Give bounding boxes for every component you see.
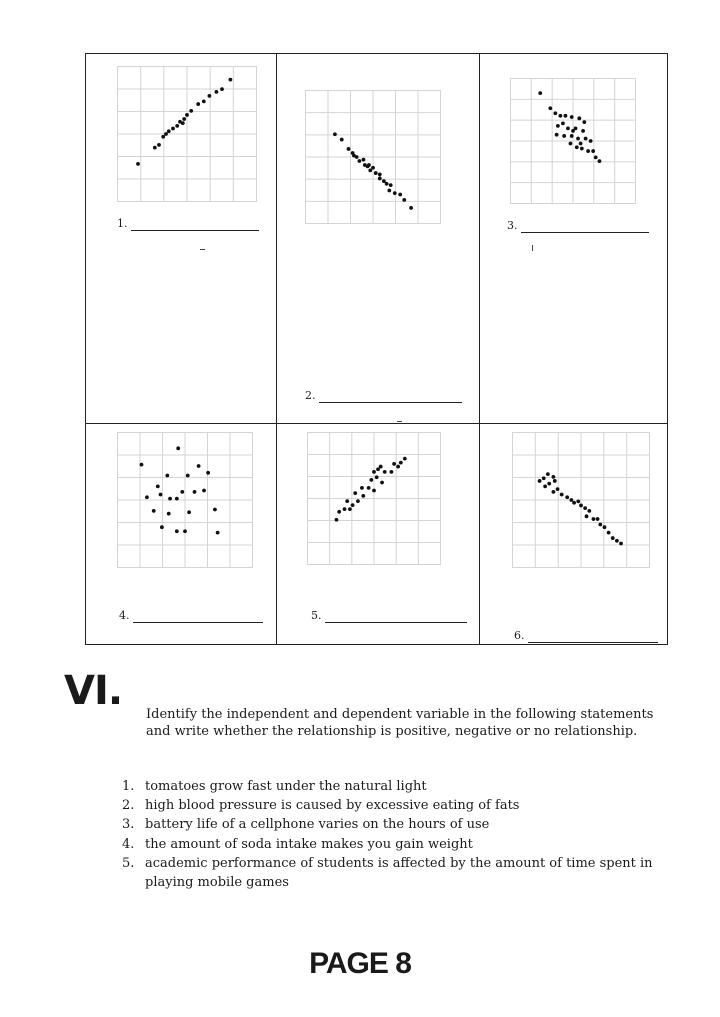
data-point: [387, 189, 391, 193]
data-point: [229, 78, 233, 82]
data-point: [583, 506, 587, 510]
data-point: [592, 517, 596, 521]
data-point: [348, 507, 352, 511]
data-point: [175, 124, 179, 128]
row-divider: [86, 423, 667, 424]
data-point: [335, 518, 339, 522]
data-point: [594, 155, 598, 159]
data-point: [580, 147, 584, 151]
data-point: [542, 476, 546, 480]
data-point: [375, 475, 379, 479]
data-point: [380, 481, 384, 485]
list-item: [122, 835, 682, 854]
data-point: [189, 109, 193, 113]
data-point: [180, 490, 184, 494]
column-divider: [479, 54, 480, 644]
question-text: tomatoes grow fast under the natural light: [145, 779, 427, 794]
data-point: [390, 470, 394, 474]
data-point: [403, 457, 407, 461]
section-heading: [64, 668, 122, 714]
answer-number-2: 2.: [305, 389, 316, 402]
data-point: [393, 191, 397, 195]
data-point: [378, 177, 382, 181]
data-point: [182, 117, 186, 121]
data-point: [581, 129, 585, 133]
answer-label-6: [514, 629, 658, 643]
answer-label-2: [305, 389, 462, 403]
data-point: [343, 507, 347, 511]
data-point: [402, 198, 406, 202]
data-point: [409, 206, 413, 210]
data-point: [564, 114, 568, 118]
data-point: [553, 479, 557, 483]
data-point: [197, 464, 201, 468]
data-point: [374, 171, 378, 175]
data-point: [553, 111, 557, 115]
question-text: high blood pressure is caused by excessive eating of fats: [145, 798, 520, 814]
data-point: [385, 182, 389, 186]
data-point: [165, 474, 169, 478]
scatter-plot-3: [510, 78, 636, 204]
scatter-plot-1: [117, 66, 257, 202]
data-point: [556, 124, 560, 128]
data-point: [164, 132, 168, 136]
data-point: [615, 539, 619, 543]
data-point: [367, 486, 371, 490]
data-point: [576, 499, 580, 503]
data-point: [337, 510, 341, 514]
data-point: [548, 106, 552, 110]
data-point: [596, 517, 600, 521]
data-point: [577, 116, 581, 120]
data-point: [598, 159, 602, 163]
question-number: 3.: [122, 817, 135, 833]
data-point: [543, 485, 547, 489]
data-point: [347, 147, 351, 151]
section-instructions: Identify the independent and dependent variable in the following statements and write whether the relationship is positive, negative or no relationship.: [146, 707, 654, 739]
list-item: [122, 796, 682, 815]
data-point: [356, 499, 360, 503]
data-point: [175, 529, 179, 533]
scatter-plot-6: [512, 432, 650, 568]
data-point: [175, 497, 179, 501]
data-point: [185, 113, 189, 117]
data-point: [366, 164, 370, 168]
data-point: [361, 494, 365, 498]
data-point: [167, 512, 171, 516]
data-point: [561, 121, 565, 125]
data-point: [167, 129, 171, 133]
data-point: [591, 149, 595, 153]
data-point: [145, 495, 149, 499]
data-point: [187, 510, 191, 514]
data-point: [569, 498, 573, 502]
data-point: [152, 509, 156, 513]
data-point: [168, 497, 172, 501]
data-point: [389, 183, 393, 187]
answer-blank-1[interactable]: [131, 217, 259, 231]
data-point: [183, 529, 187, 533]
data-point: [579, 504, 583, 508]
data-point: [215, 90, 219, 94]
data-point: [586, 149, 590, 153]
stray-mark: [532, 245, 533, 251]
data-point: [603, 525, 607, 529]
section-heading-dot: .: [107, 668, 123, 714]
answer-number-4: 4.: [119, 609, 130, 622]
data-point: [206, 471, 210, 475]
data-point: [202, 489, 206, 493]
question-list: [122, 777, 682, 892]
answer-number-1: 1.: [117, 217, 128, 230]
data-point: [368, 169, 372, 173]
data-point: [360, 486, 364, 490]
stray-mark: [200, 249, 205, 250]
data-point: [213, 508, 217, 512]
data-point: [372, 470, 376, 474]
data-point: [570, 115, 574, 119]
data-point: [598, 523, 602, 527]
stray-mark: [397, 421, 402, 422]
data-point: [538, 479, 542, 483]
data-point: [216, 531, 220, 535]
list-item: [122, 815, 682, 834]
data-point: [579, 142, 583, 146]
data-point: [352, 154, 356, 158]
data-point: [159, 493, 163, 497]
answer-blank-2[interactable]: [319, 389, 462, 403]
data-point: [362, 158, 366, 162]
data-point: [351, 503, 355, 507]
data-point: [340, 138, 344, 142]
scatter-plot-5: [307, 432, 441, 565]
data-point: [160, 525, 164, 529]
answer-blank-6[interactable]: [528, 629, 658, 643]
data-point: [157, 143, 161, 147]
scatter-plot-4: [117, 432, 253, 568]
data-point: [156, 485, 160, 489]
answer-number-3: 3.: [507, 219, 518, 232]
data-point: [566, 127, 570, 131]
data-point: [569, 142, 573, 146]
answer-blank-3[interactable]: [521, 219, 649, 233]
data-point: [559, 114, 563, 118]
answer-label-1: [117, 217, 259, 231]
data-point: [383, 470, 387, 474]
page-number: PAGE 8: [309, 947, 411, 980]
data-point: [161, 135, 165, 139]
data-point: [186, 474, 190, 478]
data-point: [585, 514, 589, 518]
answer-label-4: [119, 609, 263, 623]
data-point: [371, 166, 375, 170]
data-point: [552, 490, 556, 494]
data-point: [382, 179, 386, 183]
data-point: [570, 134, 574, 138]
data-point: [565, 495, 569, 499]
answer-label-3: [507, 219, 649, 233]
data-point: [176, 446, 180, 450]
data-point: [208, 94, 212, 98]
data-point: [589, 139, 593, 143]
data-point: [220, 87, 224, 91]
data-point: [575, 145, 579, 149]
data-point: [372, 489, 376, 493]
data-point: [358, 159, 362, 163]
data-point: [546, 472, 550, 476]
answer-label-5: [311, 609, 467, 623]
data-point: [582, 120, 586, 124]
data-point: [547, 482, 551, 486]
data-point: [562, 134, 566, 138]
data-point: [555, 133, 559, 137]
data-point: [136, 162, 140, 166]
data-point: [560, 493, 564, 497]
data-point: [193, 490, 197, 494]
data-point: [619, 542, 623, 546]
data-point: [353, 491, 357, 495]
answer-blank-4[interactable]: [133, 609, 263, 623]
question-text: the amount of soda intake makes you gain weight: [145, 836, 473, 852]
question-text: academic performance of students is affected by the amount of time spent in playing mobile games: [145, 855, 653, 891]
data-point: [369, 478, 373, 482]
list-item: [122, 777, 682, 796]
answer-number-5: 5.: [311, 609, 322, 622]
data-point: [333, 132, 337, 136]
answer-number-6: 6.: [514, 629, 525, 642]
question-number: 1.: [122, 779, 135, 794]
data-point: [396, 465, 400, 469]
data-point: [345, 499, 349, 503]
data-point: [576, 137, 580, 141]
data-point: [378, 173, 382, 177]
data-point: [399, 461, 403, 465]
data-point: [398, 193, 402, 197]
question-number: 4.: [122, 836, 135, 852]
data-point: [607, 531, 611, 535]
data-point: [572, 501, 576, 505]
data-point: [379, 465, 383, 469]
question-text: battery life of a cellphone varies on the hours of use: [145, 817, 490, 833]
data-point: [611, 536, 615, 540]
question-number: 2.: [122, 798, 135, 814]
data-point: [181, 121, 185, 125]
data-point: [392, 462, 396, 466]
data-point: [538, 91, 542, 95]
data-point: [171, 127, 175, 131]
list-item: [122, 854, 682, 892]
answer-blank-5[interactable]: [325, 609, 467, 623]
data-point: [153, 146, 157, 150]
scatter-plot-2: [305, 90, 441, 224]
data-point: [196, 102, 200, 106]
data-point: [571, 129, 575, 133]
section-numeral: VI: [64, 668, 108, 714]
column-divider: [276, 54, 277, 644]
data-point: [556, 487, 560, 491]
data-point: [202, 99, 206, 103]
data-point: [552, 475, 556, 479]
data-point: [587, 509, 591, 513]
data-point: [140, 463, 144, 467]
question-number: 5.: [122, 855, 135, 871]
data-point: [584, 137, 588, 141]
